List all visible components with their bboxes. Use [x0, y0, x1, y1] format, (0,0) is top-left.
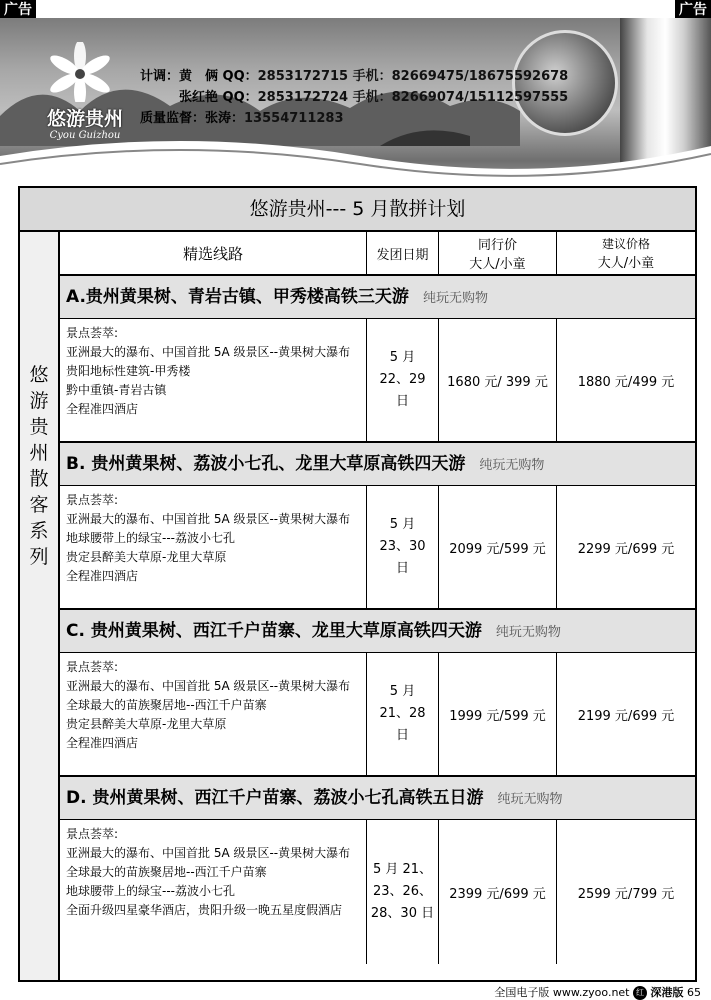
- route-detail-line: 黔中重镇-青岩古镇: [66, 383, 167, 397]
- route-title: [60, 276, 695, 319]
- contact-value: 2853172715 手机：82669475/18675592678: [257, 69, 569, 84]
- header-suggested-price-sub: 大人/小童: [597, 256, 655, 271]
- tour-schedule-table: [18, 186, 697, 982]
- contact-row: [140, 66, 568, 87]
- route-title: [60, 777, 695, 820]
- contact-info: [140, 66, 568, 129]
- route-dates-text: 5 月 21、28 日: [379, 684, 426, 743]
- route-title: [60, 443, 695, 486]
- header-peer-price-label: 同行价: [477, 238, 517, 253]
- ad-tag-left: 广告: [0, 0, 36, 20]
- page-title: 悠游贵州--- 5 月散拼计划: [20, 188, 695, 232]
- route-detail-line: 景点荟萃:: [66, 493, 119, 507]
- footer-website: 全国电子版 www.zyoo.net: [494, 986, 630, 999]
- route-note: 纯玩无购物: [497, 792, 563, 807]
- route-suggested-price: [557, 486, 695, 608]
- route-row: [60, 820, 695, 964]
- route-detail-line: 全程准四酒店: [66, 569, 139, 583]
- route-detail-line: 景点荟萃:: [66, 827, 119, 841]
- route-peer-price-text: 1999 元/599 元: [449, 708, 546, 724]
- route-detail-line: 贵阳地标性建筑-甲秀楼: [66, 364, 191, 378]
- header-date: [367, 232, 439, 274]
- route-detail-line: 贵定县醉美大草原-龙里大草原: [66, 717, 227, 731]
- route-title-text: B. 贵州黄果树、荔波小七孔、龙里大草原高铁四天游: [66, 454, 466, 474]
- route-suggested-price: [557, 653, 695, 775]
- brand-name-en: Cyou Guizhou: [49, 130, 121, 141]
- route-peer-price: [439, 486, 557, 608]
- header-peer-price: [439, 232, 557, 274]
- route-suggested-price-text: 2199 元/699 元: [577, 708, 675, 724]
- route-detail-line: 亚洲最大的瀑布、中国首批 5A 级景区--黄果树大瀑布: [66, 679, 351, 693]
- route-details: [60, 653, 367, 775]
- page-footer: [0, 984, 711, 1000]
- route-dates-text: 5 月 22、29 日: [379, 350, 426, 409]
- route-peer-price-text: 1680 元/ 399 元: [447, 374, 548, 390]
- header-suggested-price: [557, 232, 695, 274]
- route-peer-price-text: 2099 元/599 元: [449, 541, 546, 557]
- route-dates-text: 5 月 23、30 日: [379, 517, 426, 576]
- route-title-text: A.贵州黄果树、青岩古镇、甲秀楼高铁三天游: [66, 287, 409, 307]
- side-series-text: 悠 游 贵 州 散 客 系 列: [29, 364, 49, 568]
- route-peer-price: [439, 653, 557, 775]
- route-row: [60, 319, 695, 443]
- header-peer-price-sub: 大人/小童: [469, 257, 526, 272]
- contact-value: 13554711283: [244, 111, 344, 126]
- brand-logo: [30, 42, 130, 142]
- route-detail-line: 贵定县醉美大草原-龙里大草原: [66, 550, 227, 564]
- table-header: [60, 232, 695, 276]
- route-suggested-price-text: 2599 元/799 元: [577, 886, 675, 902]
- route-suggested-price-text: 1880 元/499 元: [577, 374, 675, 390]
- route-detail-line: 地球腰带上的绿宝---荔波小七孔: [66, 884, 235, 898]
- route-detail-line: 亚洲最大的瀑布、中国首批 5A 级景区--黄果树大瀑布: [66, 512, 351, 526]
- route-detail-line: 亚洲最大的瀑布、中国首批 5A 级景区--黄果树大瀑布: [66, 345, 351, 359]
- route-title-text: D. 贵州黄果树、西江千户苗寨、荔波小七孔高铁五日游: [66, 788, 484, 808]
- route-detail-line: 全程准四酒店: [66, 736, 139, 750]
- route-title: [60, 610, 695, 653]
- route-detail-line: 全面升级四星豪华酒店，贵阳升级一晚五星度假酒店: [66, 903, 343, 917]
- route-dates: [367, 653, 439, 775]
- route-peer-price: [439, 319, 557, 441]
- route-suggested-price: [557, 820, 695, 964]
- footer-edition: 深港版: [650, 986, 684, 999]
- footer-text: [494, 984, 701, 1000]
- route-row: [60, 486, 695, 610]
- route-detail-line: 景点荟萃:: [66, 326, 119, 340]
- route-details: [60, 486, 367, 608]
- route-note: 纯玩无购物: [479, 458, 545, 473]
- route-details: [60, 319, 367, 441]
- route-dates: [367, 820, 439, 964]
- header-suggested-price-label: 建议价格: [601, 237, 650, 251]
- route-detail-line: 全球最大的苗族聚居地--西江千户苗寨: [66, 865, 267, 879]
- contact-label: 质量监督：张涛：: [140, 111, 245, 126]
- route-note: 纯玩无购物: [495, 625, 561, 640]
- schedule-grid: [60, 232, 695, 964]
- contact-label: 张红艳 QQ：: [140, 90, 258, 105]
- side-series-label: [20, 232, 60, 980]
- route-detail-line: 亚洲最大的瀑布、中国首批 5A 级景区--黄果树大瀑布: [66, 846, 351, 860]
- route-suggested-price: [557, 319, 695, 441]
- route-peer-price-text: 2399 元/699 元: [449, 886, 546, 902]
- flower-logo-icon: [30, 42, 130, 102]
- header-route-label: 精选线路: [182, 244, 243, 263]
- route-dates: [367, 319, 439, 441]
- footer-badge-icon: 红: [633, 986, 647, 1000]
- route-dates-text: 5 月 21、23、26、28、30 日: [370, 862, 435, 921]
- contact-row: [140, 87, 568, 108]
- route-details: [60, 820, 367, 964]
- route-title-text: C. 贵州黄果树、西江千户苗寨、龙里大草原高铁四天游: [66, 621, 482, 641]
- header-banner: [0, 18, 711, 186]
- contact-row: [140, 108, 568, 129]
- ad-tag-right: 广告: [675, 0, 711, 20]
- header-route: [60, 232, 367, 274]
- route-detail-line: 全球最大的苗族聚居地--西江千户苗寨: [66, 698, 267, 712]
- header-date-label: 发团日期: [376, 247, 429, 263]
- route-peer-price: [439, 820, 557, 964]
- route-dates: [367, 486, 439, 608]
- route-detail-line: 地球腰带上的绿宝---荔波小七孔: [66, 531, 235, 545]
- brand-name: 悠游贵州: [46, 108, 123, 130]
- contact-value: 2853172724 手机：82669074/15112597555: [257, 90, 569, 105]
- route-suggested-price-text: 2299 元/699 元: [577, 541, 675, 557]
- route-detail-line: 全程准四酒店: [66, 402, 139, 416]
- route-detail-line: 景点荟萃:: [66, 660, 119, 674]
- route-note: 纯玩无购物: [422, 291, 488, 306]
- page-number: 65: [687, 986, 701, 999]
- route-row: [60, 653, 695, 777]
- contact-label: 计调：黄 俩 QQ：: [140, 69, 258, 84]
